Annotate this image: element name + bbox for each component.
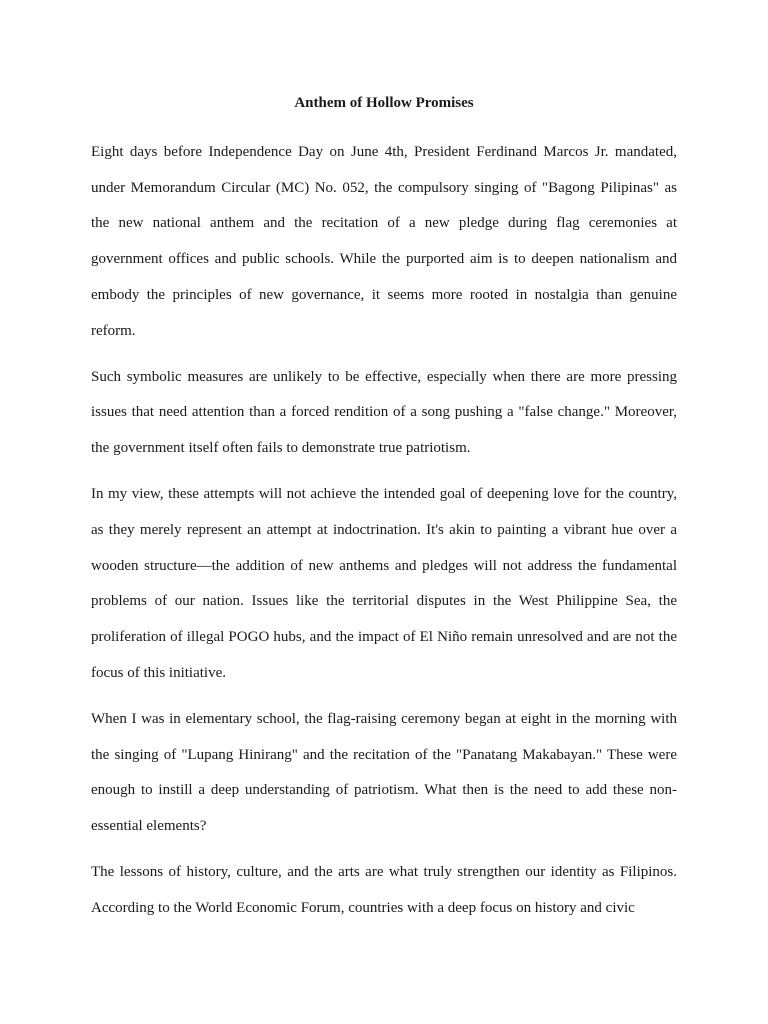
paragraph-4: When I was in elementary school, the flag-raising ceremony began at eight in the morning with the singing of "Lupang Hinirang" and the recitation of the "Panatang Makabayan." These were enough to instill a deep understanding of patriotism. What then is the need to add these non-essential elements?: [91, 711, 677, 835]
paragraph-1: Eight days before Independence Day on June 4th, President Ferdinand Marcos Jr. mandated, under Memorandum Circular (MC) No. 052, the compulsory singing of "Bagong Pilipinas" as the new national anthem and the recitation of a new pledge during flag ceremonies at government offices and public schools. While the purported aim is to deepen nationalism and embody the principles of new governance, it seems more rooted in nostalgia than genuine reform.: [91, 144, 677, 339]
document-title: Anthem of Hollow Promises: [294, 95, 474, 111]
paragraph-3: In my view, these attempts will not achieve the intended goal of deepening love for the country, as they merely represent an attempt at indoctrination. It's akin to painting a vibrant hue over a wooden structure—the addition of new anthems and pledges will not address the fundamental problems of our nation. Issues like the territorial disputes in the West Philippine Sea, the proliferation of illegal POGO hubs, and the impact of El Niño remain unresolved and are not the focus of this initiative.: [91, 486, 677, 681]
paragraph-2: Such symbolic measures are unlikely to be effective, especially when there are more pressing issues that need attention than a forced rendition of a song pushing a "false change." Moreover, the government itself often fails to demonstrate true patriotism.: [91, 368, 677, 457]
paragraph-5: The lessons of history, culture, and the arts are what truly strengthen our identity as Filipinos. According to the World Economic Forum, countries with a deep focus on history and civic: [91, 864, 677, 917]
document-body: [91, 135, 677, 937]
